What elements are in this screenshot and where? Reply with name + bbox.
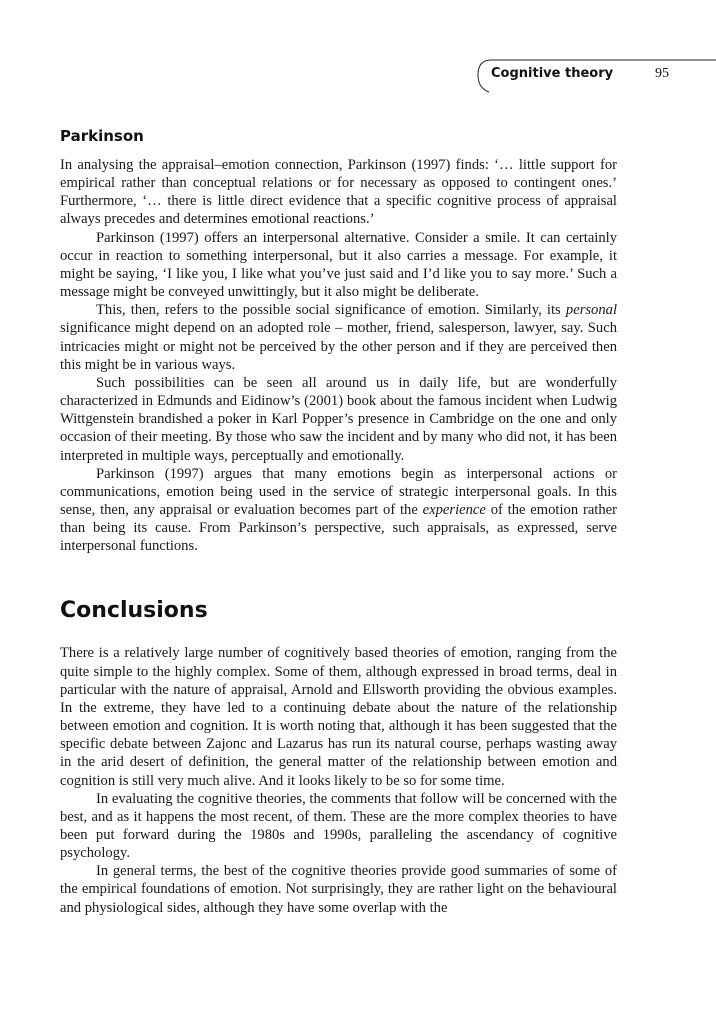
paragraph: There is a relatively large number of cognitively based theories of emotion, ranging from the quite simple to the highly complex. Some of them, although expressed in broad terms, deal in particular with the nature of appraisal, Arnold and Ellsworth providing the obvious examples. In the extreme, they have led to a continuing debate about the nature of the relationship between emotion and cognition. It is worth noting that, although it has been suggested that the specific debate between Zajonc and Lazarus has run its natural course, perhaps wasting away in the arid desert of definition, the general matter of the relationship between emotion and cognition is still very much alive. And it looks likely to be so for some time.	[60, 645, 617, 789]
paragraph: Parkinson (1997) offers an interpersonal alternative. Consider a smile. It can certainly occur in reaction to something interpersonal, but it also carries a message. For example, it might be saying, ‘I like you, I like what you’ve just said and I’d like you to say more.’ Such a message might be conveyed unwittingly, but it also might be deliberate.	[60, 229, 617, 301]
emphasis: experience	[422, 501, 486, 518]
paragraph	[60, 301, 617, 374]
page-number: 95	[655, 66, 669, 81]
chapter-title: Cognitive theory	[491, 66, 614, 81]
conclusions-heading: Conclusions	[60, 598, 208, 624]
paragraph-text: of the emotion rather than being its cause. From Parkinson’s perspective, such appraisals, as expressed, serve interpersonal functions.	[60, 501, 617, 555]
conclusions-section	[60, 596, 617, 916]
paragraph-text: Parkinson (1997) argues that many emotions begin as interpersonal actions or communications, emotion being used in the service of strategic interpersonal goals. In this sense, then, any appraisal or evaluation becomes part of the	[60, 465, 617, 518]
paragraph	[60, 465, 617, 556]
page-body	[60, 124, 617, 917]
parkinson-section	[60, 124, 617, 555]
header-frame-rule	[0, 0, 716, 100]
emphasis: personal	[565, 302, 617, 319]
paragraph-text: significance might depend on an adopted role – mother, friend, salesperson, lawyer, say. Such intricacies might or might not be perceived by the other person and if they are perceived then this might be in various ways.	[60, 320, 617, 373]
paragraph: In evaluating the cognitive theories, the comments that follow will be concerned with the best, and as it happens the most recent, of them. These are the more complex theories to have been put forward during the 1980s and 1990s, paralleling the ascendancy of cognitive psychology.	[60, 790, 617, 862]
parkinson-heading: Parkinson	[60, 127, 144, 145]
paragraph-text: This, then, refers to the possible social significance of emotion. Similarly, its	[96, 302, 561, 319]
paragraph: In general terms, the best of the cognitive theories provide good summaries of some of the empirical foundations of emotion. Not surprisingly, they are rather light on the behavioural and physiological sides, although they have some overlap with the	[60, 863, 617, 916]
paragraph: Such possibilities can be seen all around us in daily life, but are wonderfully characterized in Edmunds and Eidinow’s (2001) book about the famous incident when Ludwig Wittgenstein brandished a poker in Karl Popper’s presence in Cambridge on the one and only occasion of their meeting. By those who saw the incident and by many who did not, it has been interpreted in multiple ways, perceptually and emotionally.	[60, 374, 617, 464]
paragraph: In analysing the appraisal–emotion connection, Parkinson (1997) finds: ‘… little support for empirical rather than conceptual relations or for necessary as opposed to contingent ones.’ Furthermore, ‘… there is little direct evidence that a specific cognitive process of appraisal always precedes and determines emotional reactions.’	[60, 157, 617, 228]
running-head	[0, 0, 716, 100]
